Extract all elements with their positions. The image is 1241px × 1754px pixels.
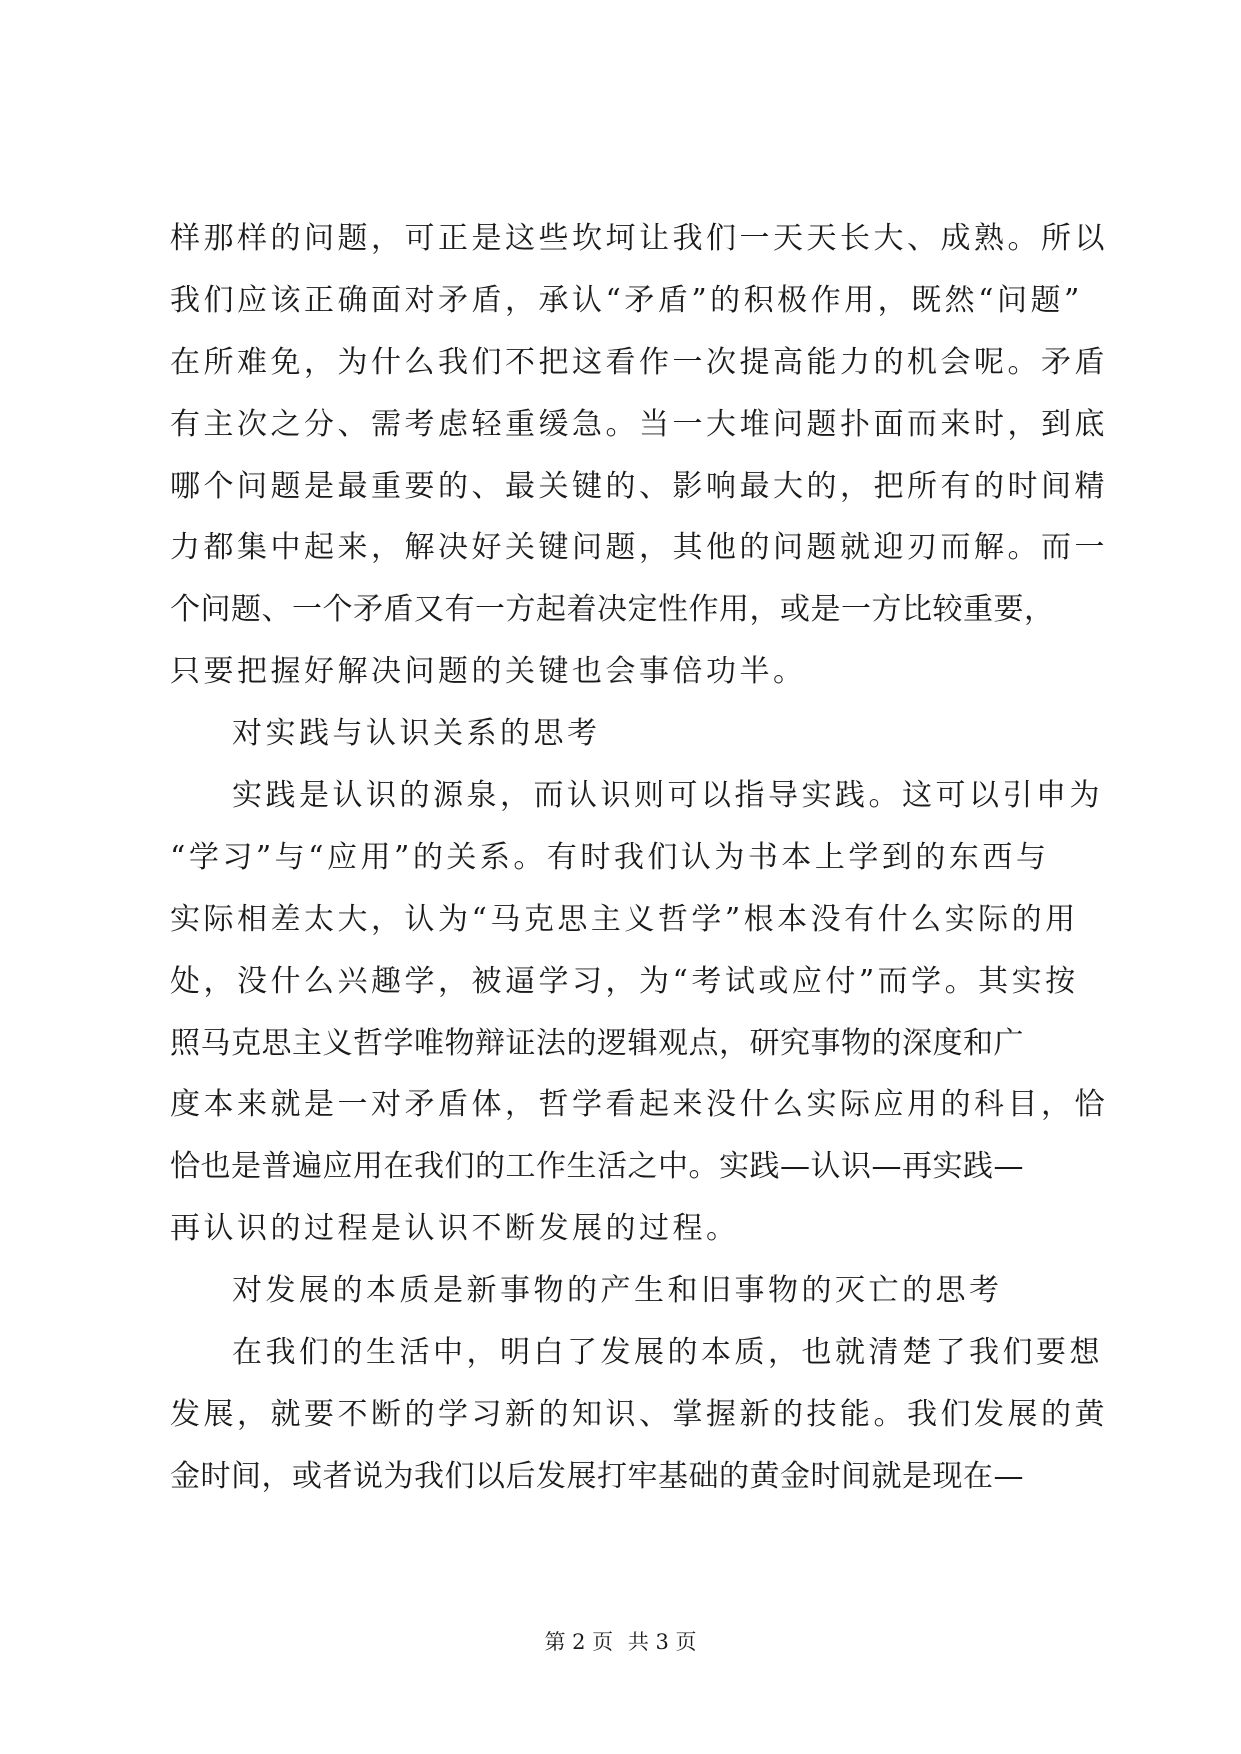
text-line: 力都集中起来，解决好关键问题，其他的问题就迎刃而解。而一 [170, 530, 1108, 566]
text-line: 度本来就是一对矛盾体，哲学看起来没什么实际应用的科目，恰 [170, 1087, 1108, 1123]
section-heading: 对发展的本质是新事物的产生和旧事物的灭亡的思考 [232, 1273, 1003, 1309]
text-line: 发展，就要不断的学习新的知识、掌握新的技能。我们发展的黄 [170, 1396, 1108, 1432]
page-number: 第 2 页 [544, 1630, 614, 1654]
text-line: 在所难免，为什么我们不把这看作一次提高能力的机会呢。矛盾 [170, 344, 1108, 380]
text-line: 在我们的生活中，明白了发展的本质，也就清楚了我们要想 [232, 1335, 1103, 1371]
text-line: 样那样的问题，可正是这些坎坷让我们一天天长大、成熟。所以 [170, 221, 1108, 256]
text-line: 再认识的过程是认识不断发展的过程。 [170, 1211, 740, 1247]
page-total: 共 3 页 [627, 1630, 697, 1654]
text-line: 实践是认识的源泉，而认识则可以指导实践。这可以引申为 [232, 778, 1103, 814]
text-line: 实际相差太大，认为“马克思主义哲学”根本没有什么实际的用 [170, 901, 1079, 937]
page-footer [0, 1626, 1241, 1656]
text-line: 只要把握好解决问题的关键也会事倍功半。 [170, 654, 807, 690]
text-line: 个问题、一个矛盾又有一方起着决定性作用，或是一方比较重要， [170, 592, 1055, 628]
text-line: 处，没什么兴趣学，被逼学习，为“考试或应付”而学。其实按 [170, 963, 1079, 999]
text-line: 金时间，或者说为我们以后发展打牢基础的黄金时间就是现在— [170, 1458, 1024, 1494]
section-heading: 对实践与认识关系的思考 [232, 716, 601, 752]
text-line: “学习”与“应用”的关系。有时我们认为书本上学到的东西与 [170, 839, 1050, 875]
text-line: 哪个问题是最重要的、最关键的、影响最大的，把所有的时间精 [170, 468, 1108, 504]
text-line: 我们应该正确面对矛盾，承认“矛盾”的积极作用，既然“问题” [170, 282, 1083, 318]
text-line: 恰也是普遍应用在我们的工作生活之中。实践—认识—再实践— [170, 1149, 1024, 1185]
body-text [170, 208, 1108, 1508]
text-line: 有主次之分、需考虑轻重缓急。当一大堆问题扑面而来时，到底 [170, 406, 1108, 442]
text-line: 照马克思主义哲学唯物辩证法的逻辑观点，研究事物的深度和广 [170, 1025, 1024, 1061]
